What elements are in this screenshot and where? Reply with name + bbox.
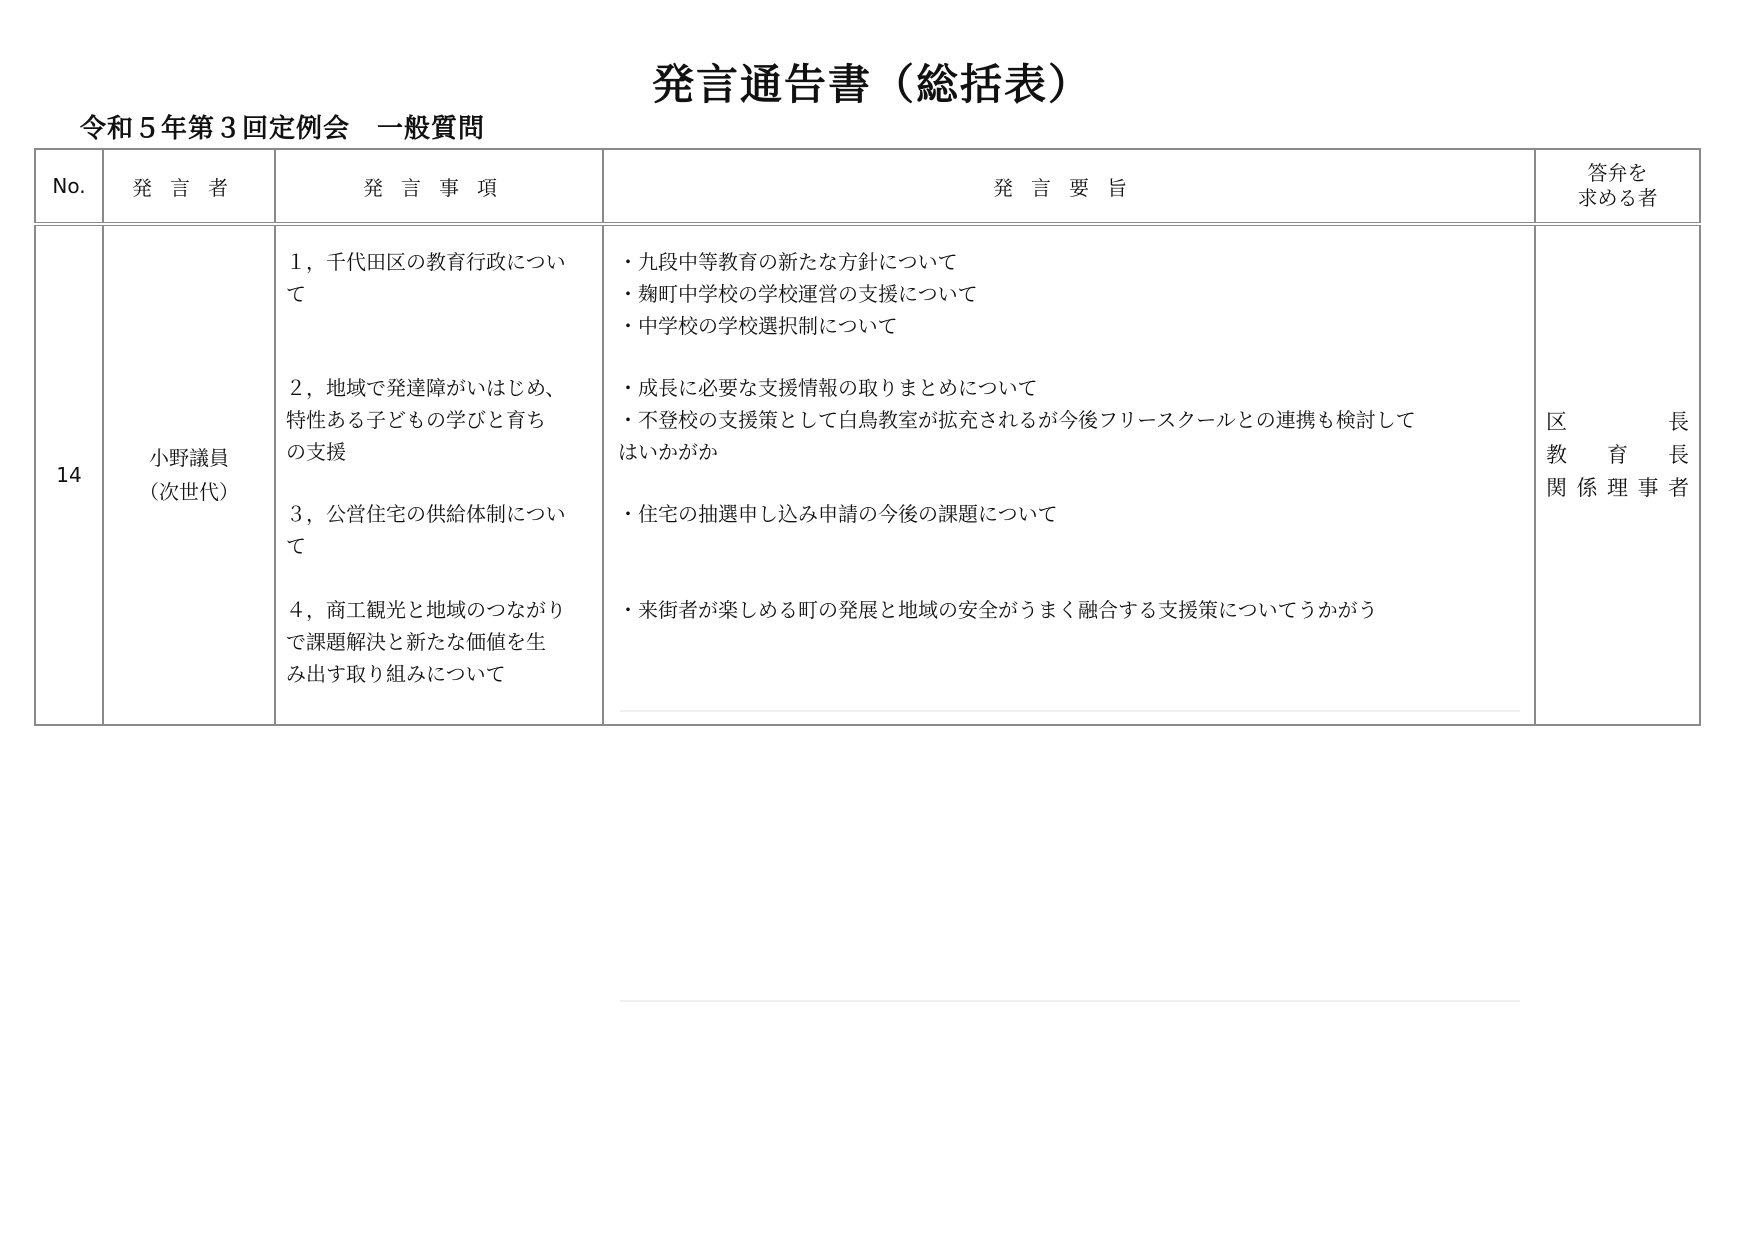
summary-line: ・麹町中学校の学校運営の支援について <box>618 282 978 306</box>
speech-item <box>286 246 594 372</box>
answerer-char: 理 <box>1607 475 1628 500</box>
speech-item-text: ３，公営住宅の供給体制につい て <box>286 502 566 558</box>
speech-notice-table <box>34 148 1701 726</box>
answerer-char: 区 <box>1546 409 1567 434</box>
answerer-superintendent <box>1546 439 1689 472</box>
header-speaker <box>103 149 275 224</box>
header-no: No. <box>35 149 103 224</box>
answerer-char: 者 <box>1668 475 1689 500</box>
answerer-char: 長 <box>1668 442 1689 467</box>
row-number: 14 <box>35 224 103 725</box>
summary-line: ・来街者が楽しめる町の発展と地域の安全がうまく融合する支援策についてうかがう <box>618 598 1378 622</box>
answerer-cell <box>1535 224 1700 725</box>
header-summary <box>603 149 1535 224</box>
answerer-mayor <box>1546 406 1689 439</box>
summary-line: ・成長に必要な支援情報の取りまとめについて <box>618 376 1038 400</box>
document-subtitle: 令和５年第３回定例会 一般質問 <box>80 114 486 144</box>
speech-item <box>286 372 594 498</box>
header-answerer <box>1535 149 1700 224</box>
summary-line: ・中学校の学校選択制について <box>618 314 898 338</box>
answerer-char: 育 <box>1607 442 1628 467</box>
document-title: 発言通告書（総括表） <box>651 60 1092 109</box>
speech-item <box>286 498 594 594</box>
answerer-char: 長 <box>1668 409 1689 434</box>
summary-group <box>618 498 1528 594</box>
header-speaker-label: 発言者 <box>132 175 246 200</box>
items-cell <box>275 224 603 725</box>
summary-line: ・不登校の支援策として白鳥教室が拡充されるが今後フリースクールとの連携も検討して はいかがか <box>618 408 1416 464</box>
summary-group <box>618 372 1528 498</box>
table-row <box>35 224 1700 725</box>
speech-item <box>286 594 594 720</box>
speaker-party: （次世代） <box>139 480 239 504</box>
show-through-line <box>620 1000 1520 1002</box>
speaker-cell <box>103 224 275 725</box>
speech-item-text: ２，地域で発達障がいはじめ、 特性ある子どもの学びと育ち の支援 <box>286 376 566 464</box>
header-answerer-line1: 答弁を <box>1587 161 1648 185</box>
speaker-name: 小野議員 <box>149 446 229 470</box>
speech-item-text: ４，商工観光と地域のつながり で課題解決と新たな価値を生 み出す取り組みについて <box>286 598 566 686</box>
summary-group <box>618 246 1528 372</box>
table-header-row <box>35 149 1700 224</box>
header-items-label: 発言事項 <box>363 175 515 200</box>
summary-group <box>618 594 1528 720</box>
answerer-char: 教 <box>1546 442 1567 467</box>
header-items <box>275 149 603 224</box>
answerer-char: 関 <box>1546 475 1567 500</box>
summary-line: ・九段中等教育の新たな方針について <box>618 250 958 274</box>
answerer-char: 事 <box>1637 475 1659 500</box>
summary-cell <box>603 224 1535 725</box>
header-answerer-line2: 求める者 <box>1577 186 1658 210</box>
header-summary-label: 発言要旨 <box>993 175 1145 200</box>
answerer-directors <box>1546 472 1689 505</box>
summary-line: ・住宅の抽選申し込み申請の今後の課題について <box>618 502 1058 526</box>
speech-item-text: １，千代田区の教育行政につい て <box>286 250 566 306</box>
answerer-char: 係 <box>1576 475 1598 500</box>
